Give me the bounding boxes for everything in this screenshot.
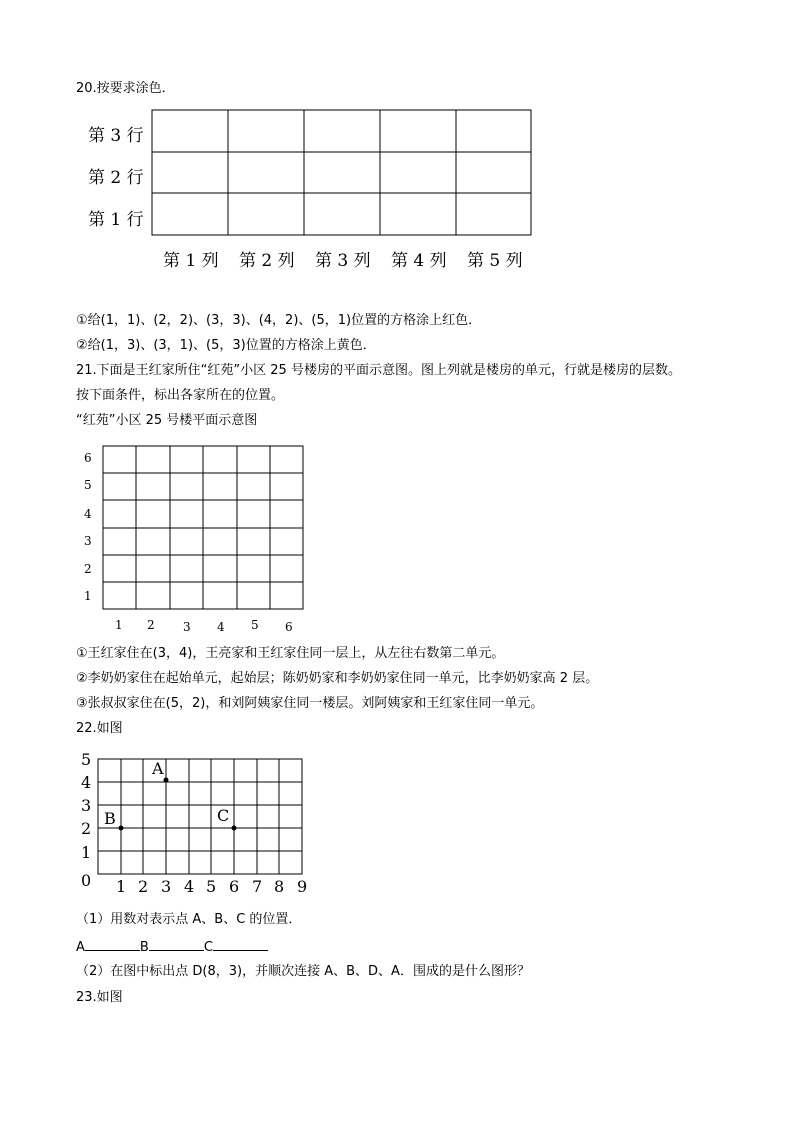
q20-row-label-3: 第 3 行 [88,126,144,146]
q22-blank-a[interactable] [85,938,140,951]
q22-point-a-label: A [152,759,164,778]
q22-blank-c[interactable] [213,938,268,951]
q21-condition-2: ②李奶奶家住在起始单元，起始层；陈奶奶家和李奶奶家住同一单元，比李奶奶家高 2 层。 [76,671,599,686]
q20-title: 20.按要求涂色． [76,81,175,96]
q22-part-2: （2）在图中标出点 D(8，3)，并顺次连接 A、B、D、A．围成的是什么图形？ [76,964,530,979]
q22-x-label-5: 5 [206,877,217,896]
q22-x-label-7: 7 [252,877,263,896]
q21-x-label-1: 1 [115,618,123,632]
q22-y-label-0: 0 [81,871,92,890]
q22-y-label-5: 5 [81,750,92,769]
q21-x-label-2: 2 [147,618,155,632]
q20-instruction-1: ①给(1，1)、(2，2)、(3，3)、(4，2)、(5，1)位置的方格涂上红色． [76,313,482,328]
q21-x-label-5: 5 [251,618,259,632]
q21-y-label-5: 5 [84,478,92,492]
q21-y-label-2: 2 [84,562,92,576]
q20-row-label-2: 第 2 行 [88,168,144,188]
q20-col-label-4: 第 4 列 [391,251,447,271]
q22-blank-b[interactable] [149,938,204,951]
q21-y-label-4: 4 [84,507,92,521]
q20-instruction-2: ②给(1，3)、(3，1)、(5，3)位置的方格涂上黄色． [76,338,376,353]
q22-y-label-2: 2 [81,819,92,838]
q20-col-label-1: 第 1 列 [163,251,219,271]
q21-y-label-6: 6 [84,451,92,465]
q21-intro-2: 按下面条件，标出各家所在的位置。 [76,388,285,403]
q20-row-label-1: 第 1 行 [88,210,144,230]
q22-point-c-dot [232,826,237,831]
q21-caption: “红苑”小区 25 号楼平面示意图 [76,413,258,428]
q22-point-a-dot [164,778,169,783]
q23-title: 23.如图 [76,990,123,1005]
q22-y-label-4: 4 [81,773,92,792]
q22-part-1: （1）用数对表示点 A、B、C 的位置． [76,912,302,927]
q22-blank-b-label: B [139,940,149,955]
q22-answer-line [76,938,268,956]
q22-blank-a-label: A [76,940,85,955]
q22-title: 22.如图 [76,721,123,736]
q21-y-label-1: 1 [84,589,92,603]
q20-col-label-5: 第 5 列 [467,251,523,271]
q22-x-label-2: 2 [138,877,149,896]
q21-x-label-4: 4 [217,620,225,634]
q22-x-label-9: 9 [297,877,308,896]
q21-y-label-3: 3 [84,534,92,548]
q22-point-b-label: B [104,809,116,828]
q21-x-label-6: 6 [285,620,293,634]
q22-x-label-3: 3 [161,877,172,896]
q20-col-label-3: 第 3 列 [315,251,371,271]
q21-intro-1: 21.下面是王红家所住“红苑”小区 25 号楼房的平面示意图。图上列就是楼房的单元，行就是楼房的层数。 [76,363,681,378]
q21-condition-1: ①王红家住在(3，4)，王亮家和王红家住同一层上，从左往右数第二单元。 [76,646,505,661]
q21-condition-3: ③张叔叔家住在(5，2)，和刘阿姨家住同一楼层。刘阿姨家和王红家住同一单元。 [76,696,544,711]
q22-y-label-1: 1 [81,843,92,862]
q20-col-label-2: 第 2 列 [239,251,295,271]
q22-point-c-label: C [217,806,230,825]
q22-blank-c-label: C [203,940,213,955]
q22-x-label-8: 8 [274,877,285,896]
q22-x-label-6: 6 [229,877,240,896]
q22-y-label-3: 3 [81,796,92,815]
q21-x-label-3: 3 [183,620,191,634]
q22-point-b-dot [119,826,124,831]
q22-x-label-1: 1 [116,877,127,896]
q22-x-label-4: 4 [184,877,195,896]
